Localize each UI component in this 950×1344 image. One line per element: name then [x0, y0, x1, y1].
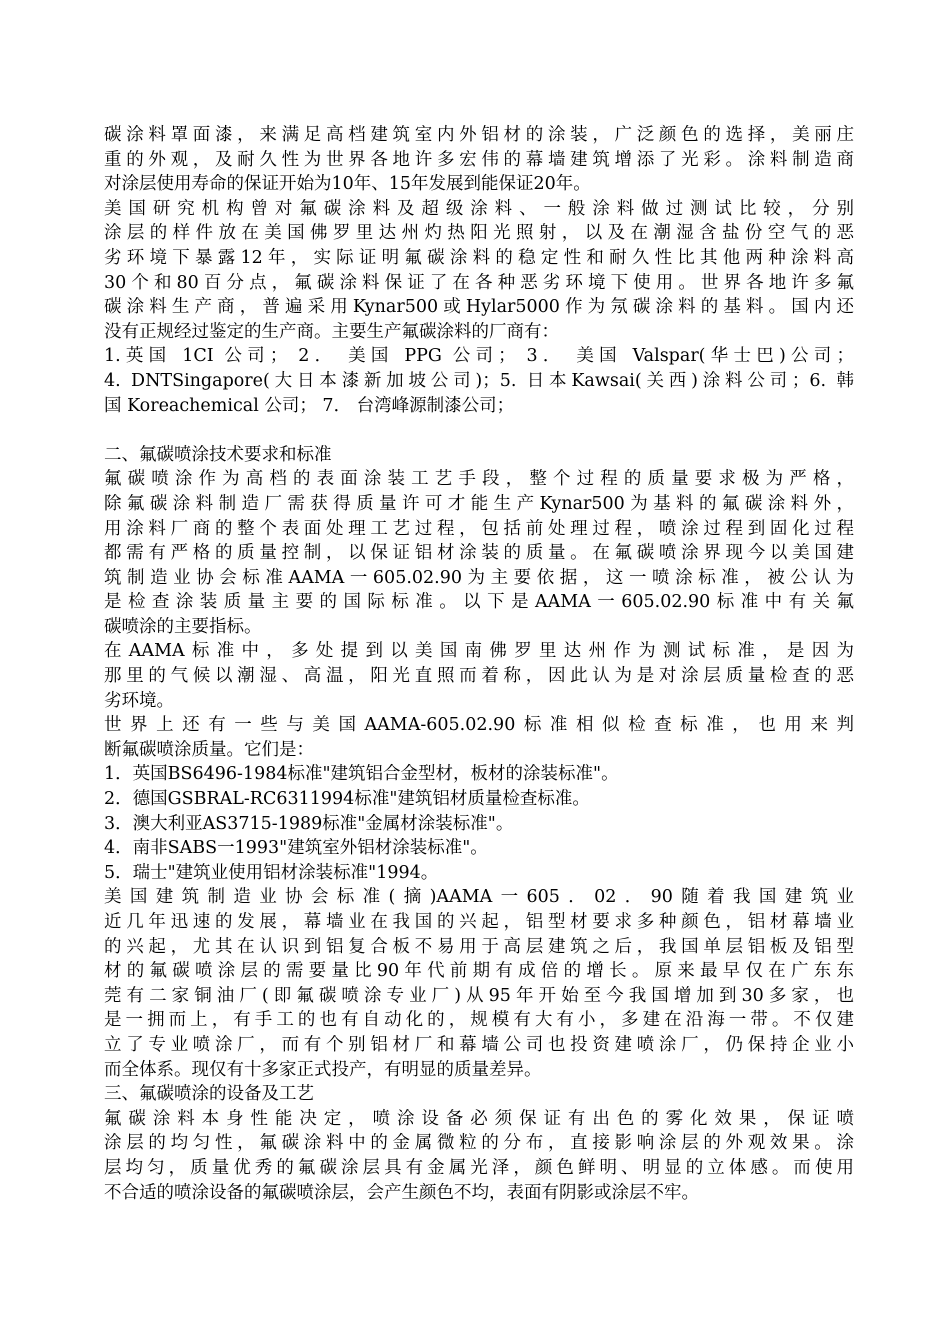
- text-line: 对涂层使用寿命的保证开始为10年、15年发展到能保证20年。: [104, 174, 591, 195]
- paragraph-5: [104, 713, 854, 762]
- text-line: 都需有严格的质量控制，以保证铝材涂装的质量。在氟碳喷涂界现今以美国建: [104, 543, 854, 564]
- text-line: 美国建筑制造业协会标准(摘)AAMA一605．02．90随着我国建筑业: [104, 887, 854, 908]
- text-line: 碳涂料生产商，普遍采用Kynar500或Hylar5000作为氖碳涂料的基料。国内还: [104, 297, 854, 318]
- list-item: 1．英国BS6496-1984标准"建筑铝合金型材，板材的涂装标准"。: [104, 764, 619, 785]
- text-line: 没有正规经过鉴定的生产商。主要生产氟碳涂料的厂商有：: [104, 321, 559, 342]
- text-line: 断氟碳喷涂质量。它们是：: [104, 739, 314, 760]
- text-line: 是一拥而上，有手工的也有自动化的，规模有大有小，多建在沿海一带。不仅建: [104, 1010, 854, 1031]
- section-heading-2: 二、氟碳喷涂技术要求和标准: [104, 444, 332, 465]
- paragraph-2: [104, 197, 854, 345]
- text-line: 涂层的样件放在美国佛罗里达州灼热阳光照射，以及在潮湿含盐份空气的恶: [104, 223, 854, 244]
- text-line: 美国研究机构曾对氟碳涂料及超级涂料、一般涂料做过测试比较，分别: [104, 198, 854, 219]
- list-item: 5．瑞士"建筑业使用铝材涂装标准"1994。: [104, 862, 439, 883]
- text-line: 而全体系。现仅有十多家正式投产，有明显的质量差异。: [104, 1059, 542, 1080]
- blank-line: [104, 418, 854, 443]
- text-line: 那里的气候以潮湿、高温，阳光直照而着称，因此认为是对涂层质量检查的恶: [104, 666, 854, 687]
- text-line: 莞有二家铜油厂(即氟碳喷涂专业厂)从95年开始至今我国增加到30多家，也: [104, 985, 854, 1006]
- text-line: 碳涂料罩面漆，来满足高档建筑室内外铝材的涂装，广泛颜色的选择，美丽庄: [104, 125, 854, 145]
- standards-list: [104, 762, 854, 885]
- manufacturer-list: [104, 344, 854, 418]
- text-line: 材的氟碳喷涂层的需要量比90年代前期有成倍的增长。原来最早仅在广东东: [104, 961, 854, 982]
- text-line: 近几年迅速的发展，幕墙业在我国的兴起，铝型材要求多种颜色，铝材幕墙业: [104, 912, 854, 932]
- text-line: 层均匀，质量优秀的氟碳涂层具有金属光泽，颜色鲜明、明显的立体感。而使用: [104, 1157, 854, 1178]
- text-line: 氟碳喷涂作为高档的表面涂装工艺手段，整个过程的质量要求极为严格，: [104, 469, 854, 490]
- text-line: 劣环境下暴露12年，实际证明氟碳涂料的稳定性和耐久性比其他两种涂料高: [104, 247, 854, 268]
- text-line: 涂层的均匀性，氟碳涂料中的金属微粒的分布，直接影响涂层的外观效果。涂: [104, 1133, 854, 1154]
- paragraph-3: [104, 467, 854, 639]
- list-item: 4．南非SABS一1993"建筑室外铝材涂装标准"。: [104, 838, 488, 859]
- text-line: 立了专业喷涂厂，而有个别铝材厂和幕墙公司也投资建喷涂厂，仍保持企业小: [104, 1034, 854, 1055]
- text-line: 的兴起，尤其在认识到铝复合板不易用于高层建筑之后，我国单层铝板及铝型: [104, 936, 854, 957]
- text-line: 除氟碳涂料制造厂需获得质量许可才能生产Kynar500为基料的氟碳涂料外，: [104, 493, 854, 514]
- text-line: 国 Koreachemical 公司； 7． 台湾峰源制漆公司；: [104, 395, 515, 416]
- paragraph-7: [104, 1107, 854, 1205]
- paragraph-6: [104, 885, 854, 1082]
- text-line: 劣环境。: [104, 690, 174, 711]
- text-line: 是检查涂装质量主要的国际标准。以下是AAMA一605.02.90标准中有关氟: [104, 592, 854, 613]
- text-line: 不合适的喷涂设备的氟碳喷涂层，会产生颜色不均，表面有阴影或涂层不牢。: [104, 1182, 699, 1203]
- document-page: [104, 123, 854, 1205]
- paragraph-1: [104, 123, 854, 197]
- text-line: 1.英国 1CI 公司； 2． 美国 PPG 公司； 3． 美国 Valspar(华士巴)公司；: [104, 346, 854, 367]
- list-item: 3．澳大利亚AS3715-1989标准"金属材涂装标准"。: [104, 813, 514, 834]
- text-line: 4. DNTSingapore(大日本漆新加坡公司)；5. 日本Kawsai(关西)涂料公司；6. 韩: [104, 370, 854, 391]
- text-line: 氟碳涂料本身性能决定，喷涂设备必须保证有出色的雾化效果，保证喷: [104, 1108, 854, 1129]
- text-line: 用涂料厂商的整个表面处理工艺过程，包括前处理过程，喷涂过程到固化过程: [104, 518, 854, 539]
- text-line: 筑制造业协会标准AAMA一605.02.90为主要依据，这一喷涂标准，被公认为: [104, 567, 854, 588]
- list-item: 2．德国GSBRAL-RC6311994标准"建筑铝材质量检查标准。: [104, 789, 590, 810]
- text-line: 世界上还有一些与美国AAMA-605.02.90标准相似检查标准，也用来判: [104, 715, 854, 736]
- section-heading-3: 三、氟碳喷涂的设备及工艺: [104, 1084, 314, 1105]
- text-line: 重的外观，及耐久性为世界各地许多宏伟的幕墙建筑增添了光彩。涂料制造商: [104, 149, 854, 170]
- text-line: 30个和80百分点，氟碳涂料保证了在各种恶劣环境下使用。世界各地许多氟: [104, 272, 854, 293]
- text-line: 在AAMA标准中，多处提到以美国南佛罗里达州作为测试标准，是因为: [104, 641, 854, 662]
- paragraph-4: [104, 639, 854, 713]
- text-line: 碳喷涂的主要指标。: [104, 616, 262, 637]
